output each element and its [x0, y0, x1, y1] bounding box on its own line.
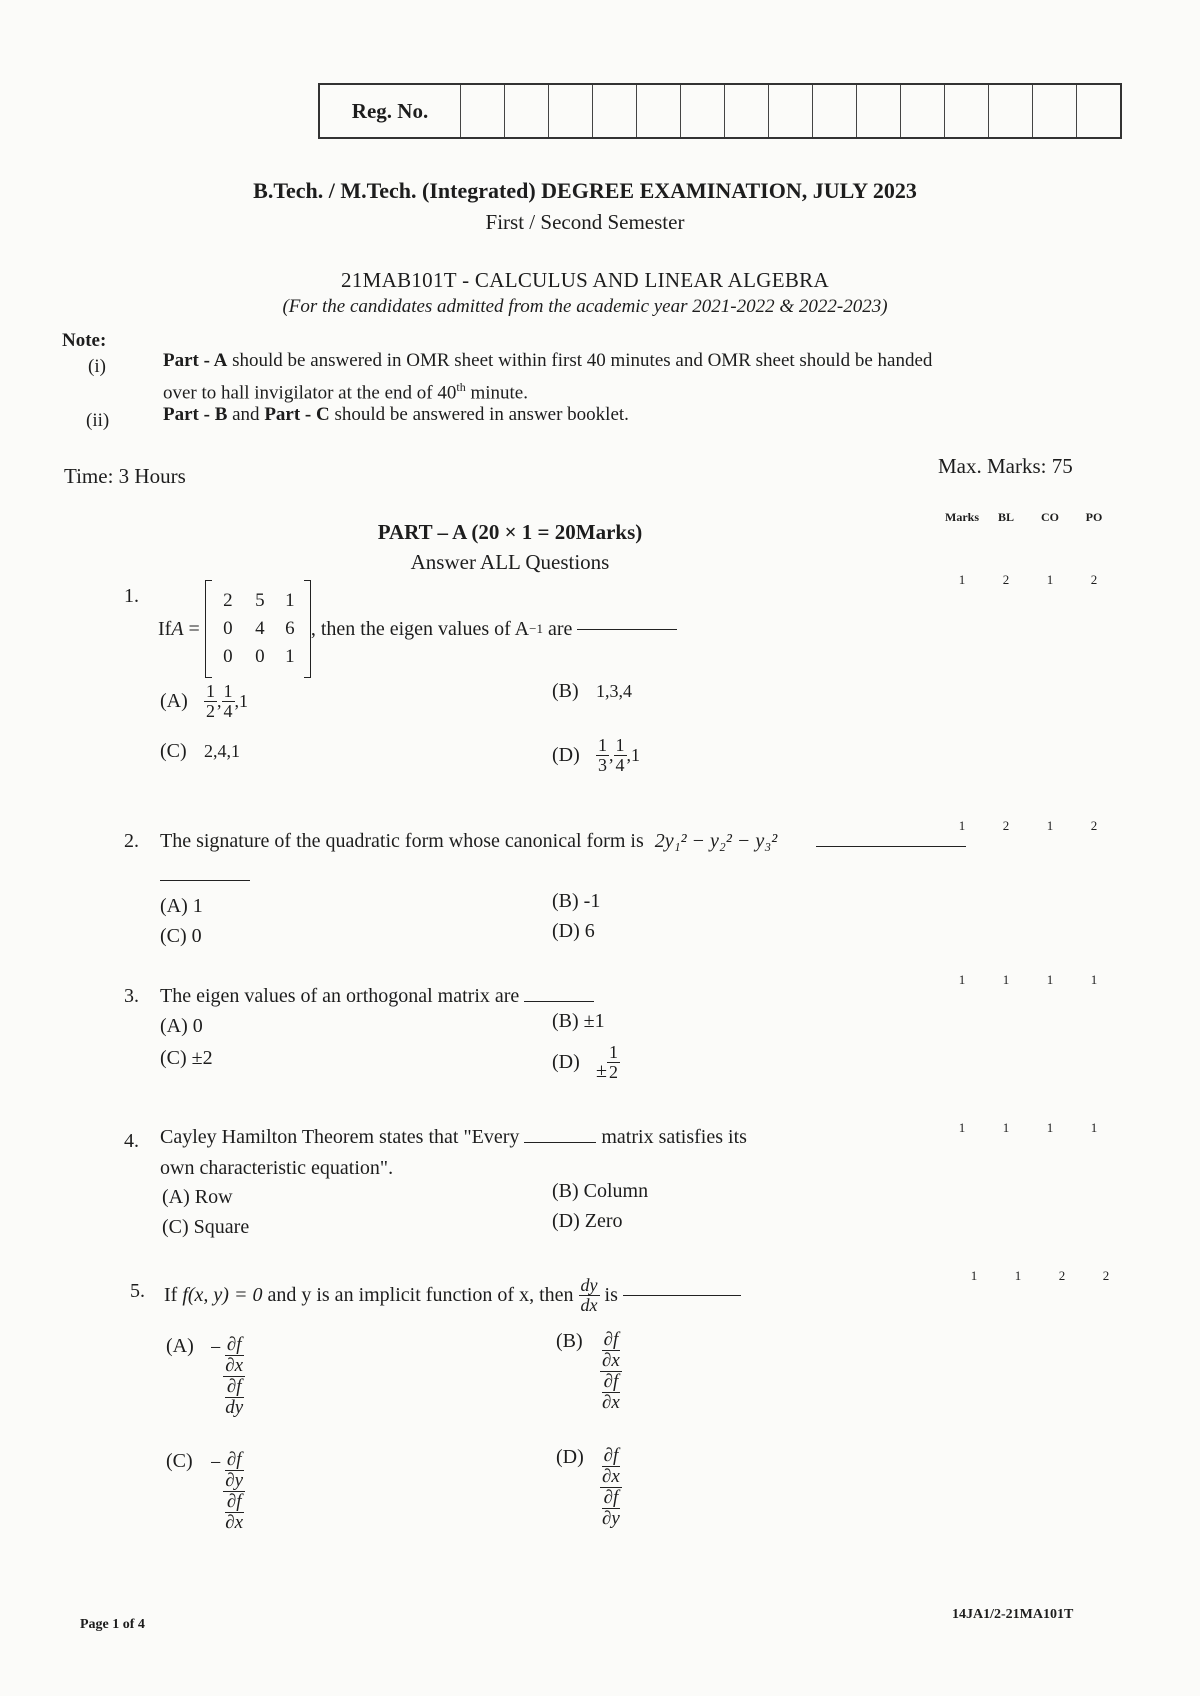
- fraction-den: dx: [580, 1294, 598, 1315]
- reg-no-cell: [945, 85, 989, 137]
- q5-bl: 1: [1014, 1268, 1022, 1283]
- q4-stem: [160, 1126, 936, 1149]
- reg-no-cell: [813, 85, 857, 137]
- fraction: [607, 1043, 620, 1082]
- q4-option-c: (C) Square: [162, 1216, 250, 1238]
- matrix-cell: 2: [223, 590, 233, 611]
- fraction-part: dy: [225, 1396, 244, 1418]
- q3-bl: 1: [1002, 972, 1010, 987]
- q3-number: 3.: [124, 985, 139, 1007]
- q4-text: Cayley Hamilton Theorem states that "Every: [160, 1126, 525, 1148]
- q1-sup: −1: [529, 621, 543, 636]
- q1-matrix: [205, 580, 311, 678]
- marks-columns-header: [940, 510, 1116, 525]
- part-a-subtitle: Answer ALL Questions: [410, 550, 610, 574]
- fraction: [614, 736, 627, 775]
- option-label: (A): [160, 689, 188, 712]
- q1-option-d: (D) $\frac{1}{3}$ , $\frac{1}{4}$ ,1: [552, 735, 640, 775]
- q4-option-d: (D) Zero: [552, 1210, 623, 1232]
- max-marks: Max. Marks: 75: [938, 454, 1073, 478]
- q2-stem: [160, 830, 966, 853]
- q2-meta: [940, 818, 1116, 834]
- option-label: (A): [166, 1335, 194, 1357]
- part-a-title: PART – A (20 × 1 = 20Marks): [377, 520, 643, 544]
- note-num-i: (i): [88, 356, 106, 377]
- matrix-cell: 1: [285, 590, 295, 611]
- note-text: over to hall invigilator at the end of 40: [163, 382, 457, 404]
- q1-option-b: [552, 680, 632, 703]
- q4-bl: 1: [1002, 1120, 1010, 1135]
- q3-option-c: (C) ±2: [160, 1047, 213, 1069]
- q3-co: 1: [1046, 972, 1054, 987]
- q5-po: 2: [1102, 1268, 1110, 1283]
- q3-po: 1: [1090, 972, 1098, 987]
- reg-no-cell: [989, 85, 1033, 137]
- note-text: minute.: [465, 382, 528, 404]
- q4-stem-2: own characteristic equation".: [160, 1157, 394, 1179]
- q5-text: If: [164, 1283, 183, 1306]
- page-number: Page 1 of 4: [80, 1617, 145, 1632]
- q3-meta: [940, 972, 1116, 988]
- reg-no-cell: [725, 85, 769, 137]
- fraction-part: ∂f: [226, 1375, 242, 1397]
- option-tail: ,1: [234, 690, 248, 711]
- q3-marks: 1: [958, 972, 966, 987]
- q5-stem: [164, 1276, 741, 1315]
- q3-option-d: [552, 1042, 620, 1083]
- note-text: and: [227, 404, 265, 425]
- semester: First / Second Semester: [485, 210, 685, 234]
- fraction-den: 4: [615, 754, 625, 775]
- q3-option-a: (A) 0: [160, 1015, 203, 1037]
- q4-number: 4.: [124, 1130, 139, 1152]
- paper-code: 14JA1/2-21MA101T: [952, 1607, 1074, 1622]
- reg-no-cell: [593, 85, 637, 137]
- q5-option-c: [166, 1450, 245, 1533]
- option-text: 1,3,4: [596, 681, 632, 701]
- fraction-part: ∂f: [603, 1445, 619, 1466]
- q3-option-b: (B) ±1: [552, 1010, 605, 1032]
- q1-meta: [940, 572, 1116, 588]
- reg-no-cell: [901, 85, 945, 137]
- q1-bl: 2: [1002, 572, 1010, 587]
- reg-no-cell: [549, 85, 593, 137]
- reg-no-cell: [637, 85, 681, 137]
- q1-text: If: [158, 617, 172, 640]
- col-marks: Marks: [945, 510, 979, 524]
- col-bl: BL: [997, 510, 1014, 524]
- fraction: [204, 682, 217, 721]
- fraction: [596, 736, 609, 775]
- option-label: (D): [556, 1446, 584, 1468]
- matrix-cell: 1: [285, 646, 295, 667]
- reg-no-label: Reg. No.: [320, 85, 461, 137]
- q4-marks: 1: [958, 1120, 966, 1135]
- fraction-part: ∂y: [602, 1507, 620, 1529]
- q1-stem: [158, 580, 677, 678]
- q4-text: matrix satisfies its: [596, 1126, 747, 1148]
- option-label: (B): [552, 680, 579, 702]
- matrix-cell: 0: [223, 618, 233, 639]
- q2-option-d: (D) 6: [552, 920, 595, 942]
- matrix-cell: 0: [223, 646, 233, 667]
- fraction-part: ∂x: [602, 1349, 620, 1371]
- answer-blank: [577, 629, 677, 630]
- note-text: should be answered in OMR sheet within first 40 minutes and OMR sheet should be handed: [227, 350, 933, 371]
- option-sign: −: [210, 1452, 222, 1474]
- fraction-den: 4: [223, 700, 233, 721]
- q4-option-b: (B) Column: [552, 1180, 649, 1202]
- note-text: should be answered in answer booklet.: [329, 404, 629, 425]
- partial-fraction: [600, 1446, 622, 1529]
- q2-marks: 1: [958, 818, 966, 833]
- note-part-a: Part - A: [163, 350, 228, 371]
- col-co: CO: [1041, 510, 1059, 524]
- course-title: 21MAB101T - CALCULUS AND LINEAR ALGEBRA: [341, 268, 829, 292]
- fraction-num: 1: [206, 681, 215, 701]
- reg-no-cell: [857, 85, 901, 137]
- note-part-b: Part - B: [163, 404, 228, 425]
- fraction-num: dy: [580, 1275, 598, 1295]
- note-item-2: [163, 404, 629, 426]
- fraction-den: 2: [608, 1062, 618, 1082]
- option-label: (D): [552, 1051, 580, 1073]
- q5-fxy: f(x, y) = 0: [182, 1283, 263, 1306]
- answer-blank: [816, 846, 966, 847]
- matrix-cell: 6: [285, 618, 295, 639]
- q5-text: is: [599, 1283, 623, 1306]
- note-heading: Note:: [62, 330, 107, 351]
- q5-meta: [952, 1268, 1128, 1284]
- fraction: [222, 682, 235, 721]
- fraction-part: ∂f: [603, 1370, 619, 1392]
- q3-text: The eigen values of an orthogonal matrix are: [160, 985, 525, 1007]
- option-tail: ,1: [626, 744, 640, 765]
- q5-option-a: [166, 1335, 245, 1418]
- reg-no-box: [318, 83, 1122, 139]
- matrix-cell: 5: [255, 590, 265, 611]
- answer-blank: [524, 1001, 594, 1002]
- fraction-part: ∂f: [226, 1490, 242, 1512]
- option-text: 2,4,1: [204, 741, 240, 761]
- q5-text: and y is an implicit function of x, then: [262, 1283, 579, 1306]
- note-part-c: Part - C: [264, 404, 330, 425]
- fraction-part: ∂f: [603, 1329, 619, 1350]
- q4-co: 1: [1046, 1120, 1054, 1135]
- note-item-1: [163, 348, 1123, 406]
- fraction-part: ∂x: [225, 1511, 244, 1533]
- q1-co: 1: [1046, 572, 1054, 587]
- fraction-num: 1: [598, 735, 607, 755]
- q1-option-c: [160, 740, 240, 763]
- reg-no-cells: [461, 85, 1120, 137]
- col-po: PO: [1085, 510, 1103, 524]
- option-sign: −: [210, 1337, 222, 1359]
- q1-var: A: [171, 617, 184, 640]
- q2-text: The signature of the quadratic form whose canonical form is: [160, 830, 649, 852]
- note-sup: th: [456, 380, 466, 394]
- q4-option-a: (A) Row: [162, 1186, 233, 1208]
- fraction-part: ∂f: [226, 1449, 242, 1470]
- q3-stem: [160, 985, 594, 1008]
- fraction-part: ∂f: [226, 1334, 242, 1355]
- fraction-part: ∂f: [603, 1486, 619, 1508]
- fraction-num: 1: [608, 1042, 618, 1063]
- q1-option-a: (A) $\frac{1}{2}$ , $\frac{1}{4}$ ,1: [160, 681, 248, 721]
- q2-form: 2y₁² − y₂² − y₃²: [654, 830, 778, 852]
- q1-text: are: [542, 617, 578, 640]
- partial-fraction: [223, 1450, 245, 1533]
- reg-no-cell: [461, 85, 505, 137]
- matrix-cell: 4: [255, 618, 265, 639]
- fraction-num: 1: [223, 681, 233, 701]
- exam-time: Time: 3 Hours: [64, 464, 186, 488]
- answer-blank: [623, 1295, 741, 1296]
- fraction-num: 1: [615, 735, 625, 755]
- q1-marks: 1: [958, 572, 966, 587]
- reg-no-cell: [1077, 85, 1120, 137]
- q5-option-b: [556, 1330, 622, 1413]
- fraction-part: ∂x: [225, 1354, 244, 1376]
- matrix-cell: 0: [255, 646, 265, 667]
- q2-option-b: (B) -1: [552, 890, 601, 912]
- q2-option-a: (A) 1: [160, 895, 203, 917]
- q2-option-c: (C) 0: [160, 925, 202, 947]
- option-label: (C): [166, 1450, 193, 1472]
- fraction-part: ∂y: [225, 1469, 244, 1491]
- q2-po: 2: [1090, 818, 1098, 833]
- option-label: (D): [552, 743, 580, 766]
- option-label: (C): [160, 740, 187, 762]
- exam-title: B.Tech. / M.Tech. (Integrated) DEGREE EXAMINATION, JULY 2023: [253, 178, 917, 203]
- fraction-part: ∂x: [602, 1465, 620, 1487]
- q4-meta: [940, 1120, 1116, 1136]
- partial-fraction: [223, 1335, 245, 1418]
- q1-po: 2: [1090, 572, 1098, 587]
- answer-blank: [160, 880, 250, 881]
- q4-po: 1: [1090, 1120, 1098, 1135]
- fraction-den: 2: [206, 700, 215, 721]
- matrix-grid: [212, 590, 304, 668]
- q2-co: 1: [1046, 818, 1054, 833]
- reg-no-cell: [769, 85, 813, 137]
- note-num-ii: (ii): [86, 410, 110, 431]
- fraction-part: ∂x: [602, 1391, 620, 1413]
- matrix-bracket-left: [205, 580, 212, 678]
- q5-option-d: [556, 1446, 622, 1529]
- matrix-bracket-right: [304, 580, 311, 678]
- q1-text: , then the eigen values of A: [310, 617, 530, 640]
- option-pm: ±: [596, 1060, 607, 1082]
- option-label: (B): [556, 1330, 583, 1352]
- q2-number: 2.: [124, 830, 139, 852]
- q2-bl: 2: [1002, 818, 1010, 833]
- q5-number: 5.: [130, 1280, 145, 1302]
- q5-marks: 1: [970, 1268, 978, 1283]
- answer-blank: [524, 1142, 596, 1143]
- q1-eq: =: [183, 617, 205, 640]
- reg-no-cell: [505, 85, 549, 137]
- partial-fraction: [600, 1330, 622, 1413]
- q1-number: 1.: [124, 585, 139, 607]
- reg-no-cell: [1033, 85, 1077, 137]
- reg-no-cell: [681, 85, 725, 137]
- q5-co: 2: [1058, 1268, 1066, 1283]
- admitted-note: (For the candidates admitted from the academic year 2021-2022 & 2022-2023): [282, 296, 888, 317]
- dy-dx-fraction: [579, 1276, 600, 1315]
- fraction-den: 3: [598, 754, 607, 775]
